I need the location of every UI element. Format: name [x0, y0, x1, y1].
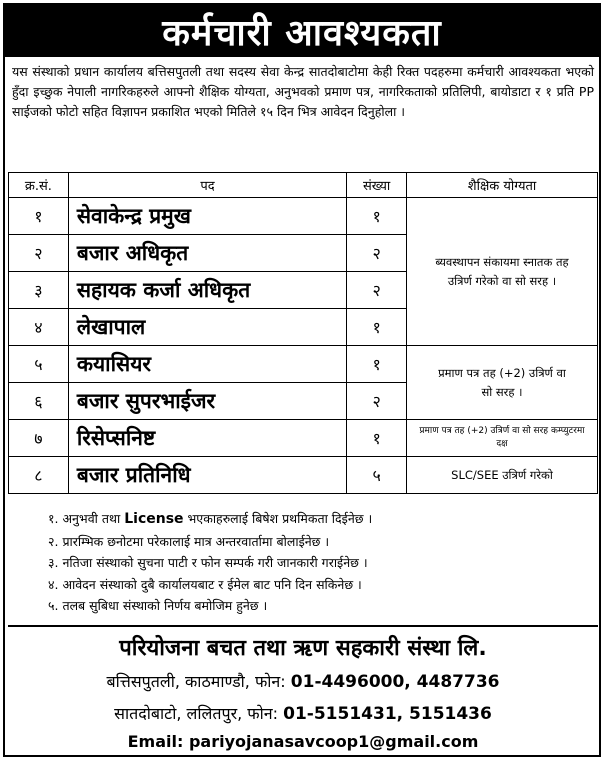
phone-number: 01-4496000, 4487736 — [290, 672, 500, 692]
row-sn: ५ — [9, 346, 69, 383]
note-item — [48, 508, 588, 531]
note-item: २. प्रारम्भिक छनोटमा परेकालाई मात्र अन्तरवार्तामा बोलाईनेछ । — [48, 533, 330, 549]
address-text: बत्तिसपुतली, काठमाण्डौ, फोन: — [106, 672, 286, 691]
row-post: सेवाकेन्द्र प्रमुख — [68, 198, 346, 235]
title-text: कर्मचारी आवश्यकता — [162, 12, 442, 54]
notes-list — [48, 508, 588, 617]
notice-title — [5, 5, 599, 57]
row-count: १ — [347, 309, 407, 346]
header-count: संख्या — [347, 173, 407, 198]
row-sn: ८ — [9, 457, 69, 494]
email-address: Email: pariyojanasavcoop1@gmail.com — [127, 732, 479, 751]
table-header-row — [9, 173, 598, 198]
row-sn: २ — [9, 235, 69, 272]
qualification-plus2 — [407, 346, 598, 420]
note-item: ४. आवेदन संस्थाको दुबै कार्यालयबाट र ईमेल बाट पनि दिन सकिनेछ । — [48, 576, 362, 592]
header-post: पद — [68, 173, 346, 198]
row-count: १ — [347, 198, 407, 235]
row-count: २ — [347, 235, 407, 272]
table-row — [9, 420, 598, 457]
intro-paragraph: यस संस्थाको प्रधान कार्यालय बत्तिसपुतली तथा सदस्य सेवा केन्द्र सातदोबाटोमा केही रिक्त पदहरुमा कर्मचारी आवश्यकता भएको हुँदा इच्छुक नेपाली नागरिकहरुले आफ्नो शैक्षिक योग्यता, अनुभवको प्रमाण पत्र, नागरिकताको प्रतिलिपी, बायोडाटा र १ प्रति PP साईजको फोटो सहित विज्ञापन प्रकाशित भएको मितिले १५ दिन भित्र आवेदन दिनुहोला । — [12, 64, 594, 119]
vacancy-table — [8, 172, 598, 494]
row-post: बजार सुपरभाईजर — [68, 383, 346, 420]
row-post: कयासियर — [68, 346, 346, 383]
row-count: १ — [347, 420, 407, 457]
row-count: १ — [347, 346, 407, 383]
note-text: भएकाहरुलाई बिषेश प्रथमिकता दिईनेछ । — [187, 511, 373, 526]
qualification-plus2-computer — [407, 420, 598, 457]
row-post: बजार अधिकृत — [68, 235, 346, 272]
row-post: रिसेप्सनिष्ट — [68, 420, 346, 457]
note-item: ३. नतिजा संस्थाको सुचना पाटी र फोन सम्पर्क गरी जानकारी गराईनेछ । — [48, 555, 368, 570]
row-post: सहायक कर्जा अधिकृत — [68, 272, 346, 309]
row-post: बजार प्रतिनिधि — [68, 457, 346, 494]
address-line-service-center — [0, 702, 606, 724]
table-row — [9, 346, 598, 383]
footer-divider — [8, 625, 598, 627]
qualification-text: प्रमाण पत्र तह (+2) उत्रिर्ण वा सो सरह । — [438, 365, 566, 399]
qualification-text: ब्यवस्थापन संकायमा स्नातक तह उत्रिर्ण गरेको वा सो सरह । — [435, 254, 569, 288]
row-sn: ४ — [9, 309, 69, 346]
address-line-head-office — [0, 670, 606, 692]
table-row — [9, 198, 598, 235]
row-sn: ६ — [9, 383, 69, 420]
header-qualification: शैक्षिक योग्यता — [407, 173, 598, 198]
qualification-slc — [407, 457, 598, 494]
qualification-text: प्रमाण पत्र तह (+2) उत्रिर्ण वा सो सरह कम्प्युटरमा दक्ष — [419, 426, 585, 449]
address-text: सातदोबाटो, ललितपुर, फोन: — [114, 704, 279, 723]
note-item: ५. तलब सुबिधा संस्थाको निर्णय बमोजिम हुनेछ । — [48, 598, 268, 613]
row-sn: १ — [9, 198, 69, 235]
row-sn: ७ — [9, 420, 69, 457]
row-sn: ३ — [9, 272, 69, 309]
table-row — [9, 457, 598, 494]
row-count: २ — [347, 383, 407, 420]
phone-number: 01-5151431, 5151436 — [283, 704, 492, 724]
row-count: ५ — [347, 457, 407, 494]
row-count: २ — [347, 272, 407, 309]
note-text: १. अनुभवी तथा — [48, 511, 121, 526]
organization-name: परियोजना बचत तथा ऋण सहकारी संस्था लि. — [119, 636, 487, 661]
license-keyword: License — [124, 511, 184, 527]
header-sn: क्र.सं. — [9, 173, 69, 198]
qualification-management — [407, 198, 598, 346]
qualification-text: SLC/SEE उत्रिर्ण गरेको — [451, 467, 553, 482]
row-post: लेखापाल — [68, 309, 346, 346]
